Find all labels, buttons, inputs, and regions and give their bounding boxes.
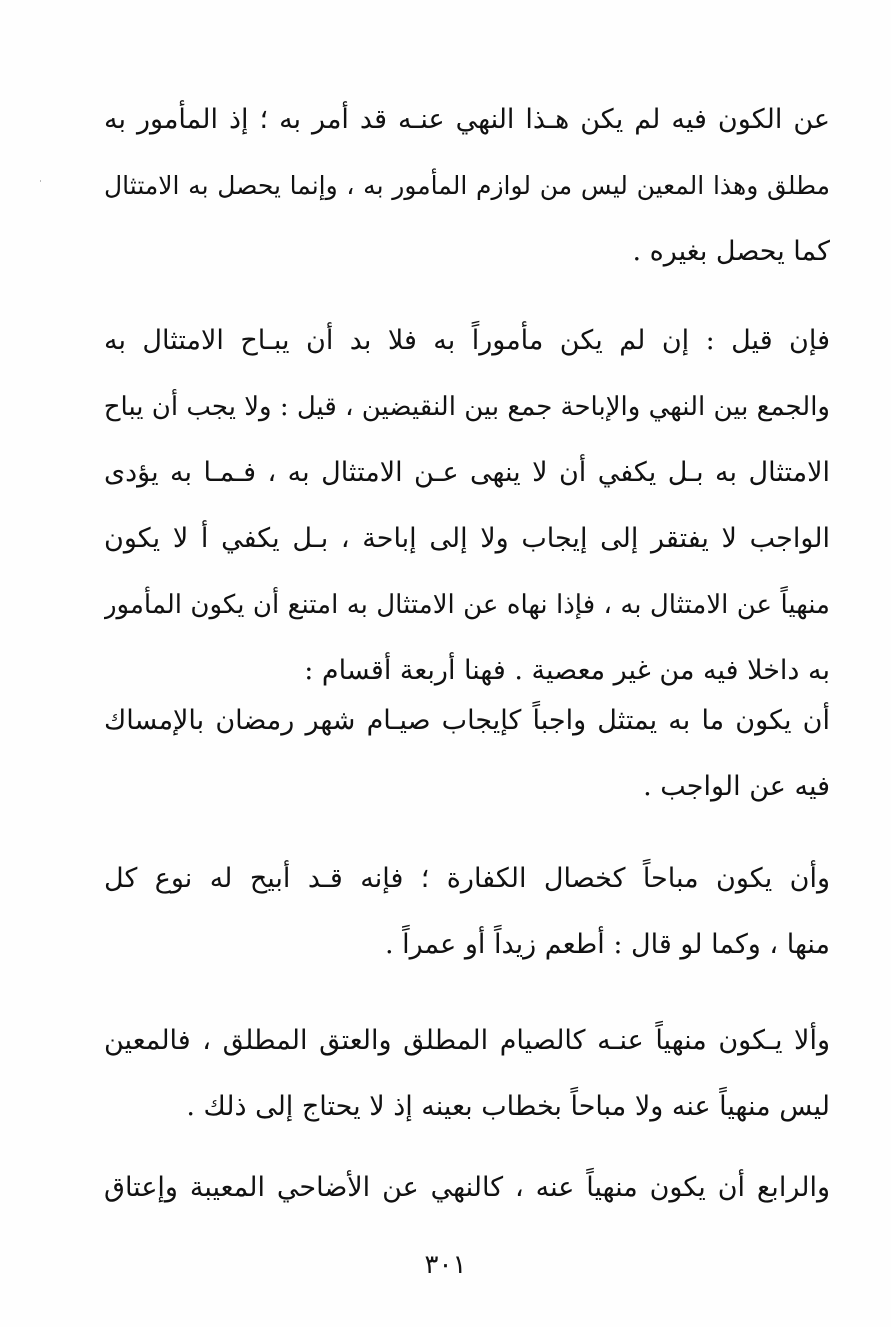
- paragraph-5: [104, 1008, 830, 1140]
- paragraph-1: [104, 87, 830, 285]
- text-line: منهياً عن الامتثال به ، فإذا نهاه عن الامتثال به امتنع أن يكون المأمور: [104, 590, 830, 620]
- text-line: منها ، وكما لو قال : أطعم زيداً أو عمراً .: [384, 929, 830, 960]
- text-line: أن يكون ما به يمتثل واجباً كإيجاب صيـام شهر رمضان بالإمساك: [104, 705, 830, 736]
- text-line: به داخلا فيه من غير معصية . فهنا أربعة أقسام :: [304, 655, 830, 686]
- text-line: الواجب لا يفتقر إلى إيجاب ولا إلى إباحة ، بـل يكفي أ لا يكون: [104, 523, 830, 554]
- text-line: الامتثال به بـل يكفي أن لا ينهى عـن الامتثال به ، فـمـا به يؤدى: [104, 457, 830, 488]
- text-line: عن الكون فيه لم يكن هـذا النهي عنـه قد أمر به ؛ إذ المأمور به: [104, 104, 830, 135]
- text-line: فإن قيل : إن لم يكن مأموراً به فلا بد أن يبـاح الامتثال به: [104, 325, 830, 356]
- paragraph-3: [104, 688, 830, 820]
- text-line: والجمع بين النهي والإباحة جمع بين النقيضين ، قيل : ولا يجب أن يباح: [104, 392, 830, 422]
- text-line: مطلق وهذا المعين ليس من لوازم المأمور به ، وإنما يحصل به الامتثال: [104, 171, 830, 200]
- paragraph-2: [104, 308, 830, 704]
- text-line: فيه عن الواجب .: [643, 771, 830, 802]
- text-line: وأن يكون مباحاً كخصال الكفارة ؛ فإنه قـد أبيح له نوع كل: [104, 863, 830, 894]
- margin-mark: [40, 180, 41, 182]
- text-line: كما يحصل بغيره .: [632, 236, 830, 267]
- paragraph-4: [104, 846, 830, 978]
- text-line: وألا يـكون منهياً عنـه كالصيام المطلق والعتق المطلق ، فالمعين: [104, 1025, 830, 1056]
- paragraph-6: [104, 1155, 830, 1221]
- page-number: ٣٠١: [424, 1250, 467, 1280]
- text-line: ليس منهياً عنه ولا مباحاً بخطاب بعينه إذ لا يحتاج إلى ذلك .: [186, 1091, 830, 1122]
- text-line: والرابع أن يكون منهياً عنه ، كالنهي عن الأضاحي المعيبة وإعتاق: [104, 1172, 830, 1203]
